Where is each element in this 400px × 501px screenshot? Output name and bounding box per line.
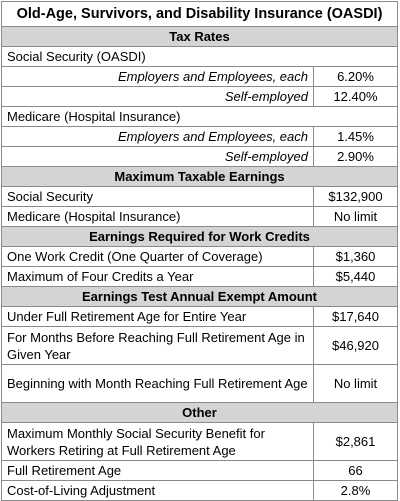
table-row — [2, 365, 398, 403]
row-label: Social Security — [2, 187, 314, 207]
row-value: 6.20% — [314, 67, 398, 87]
section-header: Maximum Taxable Earnings — [2, 167, 398, 187]
section-header: Earnings Test Annual Exempt Amount — [2, 287, 398, 307]
row-value: $46,920 — [314, 327, 398, 365]
table-row — [2, 327, 398, 365]
row-value: $1,360 — [314, 247, 398, 267]
section-header-row — [2, 403, 398, 423]
group-empty-cell — [314, 107, 398, 127]
table-row — [2, 247, 398, 267]
row-value: No limit — [314, 207, 398, 227]
section-header: Earnings Required for Work Credits — [2, 227, 398, 247]
table-row — [2, 87, 398, 107]
table-row — [2, 423, 398, 461]
row-label: For Months Before Reaching Full Retirement Age in Given Year — [2, 327, 314, 365]
group-label: Social Security (OASDI) — [2, 47, 314, 67]
table-row — [2, 207, 398, 227]
oasdi-table — [1, 1, 398, 501]
row-label: Employers and Employees, each — [2, 127, 314, 147]
section-header-row — [2, 227, 398, 247]
row-value: 12.40% — [314, 87, 398, 107]
row-value: $5,440 — [314, 267, 398, 287]
row-label: Under Full Retirement Age for Entire Year — [2, 307, 314, 327]
row-label: Self-employed — [2, 87, 314, 107]
row-value: No limit — [314, 365, 398, 403]
row-label: One Work Credit (One Quarter of Coverage) — [2, 247, 314, 267]
table-title-row — [2, 2, 398, 27]
row-label: Employers and Employees, each — [2, 67, 314, 87]
row-label: Maximum of Four Credits a Year — [2, 267, 314, 287]
table-row — [2, 47, 398, 67]
table-body — [2, 2, 398, 501]
table-row — [2, 187, 398, 207]
table-row — [2, 67, 398, 87]
section-header-row — [2, 287, 398, 307]
row-value: $2,861 — [314, 423, 398, 461]
row-label: Cost-of-Living Adjustment — [2, 481, 314, 501]
table-row — [2, 127, 398, 147]
section-header-row — [2, 27, 398, 47]
section-header: Other — [2, 403, 398, 423]
oasdi-table-container — [0, 1, 400, 498]
table-title: Old-Age, Survivors, and Disability Insurance (OASDI) — [2, 2, 398, 27]
table-row — [2, 267, 398, 287]
group-label: Medicare (Hospital Insurance) — [2, 107, 314, 127]
row-value: 2.8% — [314, 481, 398, 501]
row-value: $132,900 — [314, 187, 398, 207]
row-label: Beginning with Month Reaching Full Retirement Age — [2, 365, 314, 403]
row-value: 66 — [314, 461, 398, 481]
row-label: Full Retirement Age — [2, 461, 314, 481]
table-row — [2, 107, 398, 127]
row-value: 1.45% — [314, 127, 398, 147]
row-label: Self-employed — [2, 147, 314, 167]
row-value: 2.90% — [314, 147, 398, 167]
group-empty-cell — [314, 47, 398, 67]
table-row — [2, 307, 398, 327]
row-value: $17,640 — [314, 307, 398, 327]
table-row — [2, 147, 398, 167]
section-header-row — [2, 167, 398, 187]
section-header: Tax Rates — [2, 27, 398, 47]
row-label: Medicare (Hospital Insurance) — [2, 207, 314, 227]
table-row — [2, 461, 398, 481]
row-label: Maximum Monthly Social Security Benefit for Workers Retiring at Full Retirement Age — [2, 423, 314, 461]
